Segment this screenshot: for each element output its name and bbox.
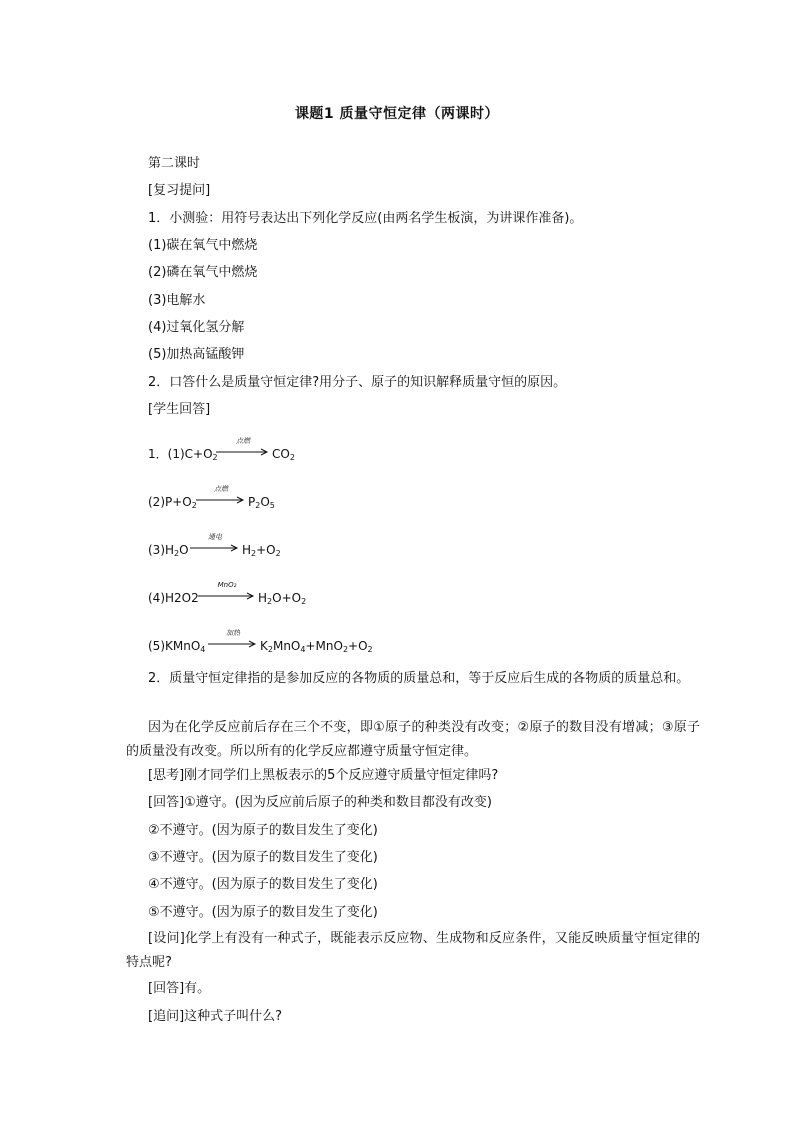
eq-right: P [248,495,256,509]
eq-right: +MnO [305,639,343,653]
eq-right: +O [256,543,276,557]
eq-right: O [260,495,270,509]
eq-right: CO [272,447,290,461]
eq-left: (3)H [148,543,175,557]
eq-right: H [242,543,252,557]
student-answer-header: [学生回答] [148,402,211,417]
eq-sub: 2 [255,501,261,510]
arrow-icon [196,496,246,504]
eq-right: MnO [272,639,301,653]
answer-line: ④不遵守。(因为原子的数目发生了变化) [148,877,378,892]
reaction-item: (2)磷在氧气中燃烧 [148,265,258,280]
eq-sub: 2 [275,549,281,558]
reaction-item: (5)加热高锰酸钾 [148,347,245,362]
reaction-item: (1)碳在氧气中燃烧 [148,238,258,253]
eq-left: O [179,543,189,557]
page-title: 课题1 质量守恒定律（两课时） [294,106,500,122]
reaction-arrow [198,581,256,606]
eq-sub: 2 [212,453,218,462]
arrow-icon [208,640,258,648]
reaction-arrow [196,485,246,510]
reaction-arrow [208,629,258,654]
eq-sub: 5 [269,501,275,510]
eq-sub: 4 [200,645,206,654]
eq-left: (5)KMnO [148,639,201,653]
reaction-item: (3)电解水 [148,293,206,308]
answer-line: ⑤不遵守。(因为原子的数目发生了变化) [148,905,378,920]
eq-condition: 点燃 [214,485,228,493]
arrow-icon [190,544,240,552]
eq-sub: 2 [174,549,180,558]
eq-condition: 点燃 [236,437,250,445]
eq-right: K [260,639,268,653]
eq-left: (2)P+O [148,495,192,509]
reaction-item: (4)过氧化氢分解 [148,320,245,335]
reaction-arrow [190,533,240,558]
arrow-icon [216,448,270,456]
eq-sub: 2 [251,549,257,558]
lesson-label: 第二课时 [148,156,201,171]
eq-condition: 通电 [208,533,222,541]
question-2: 2．口答什么是质量守恒定律?用分子、原子的知识解释质量守恒的原因。 [148,375,567,390]
set-question-paragraph: [设问]化学上有没有一种式子，既能表示反应物、生成物和反应条件，又能反映质量守恒定律的特点呢? [126,931,700,970]
eq-sub: 2 [301,597,307,606]
answer-2-paragraph: 2．质量守恒定律指的是参加反应的各物质的质量总和，等于反应后生成的各物质的质量总和。 [148,671,690,686]
eq-right: H [258,591,268,605]
reply-line: [回答]有。 [148,981,211,996]
think-line: [思考]刚才同学们上黑板表示的5个反应遵守质量守恒定律吗? [148,768,499,783]
eq-sub: 2 [267,645,273,654]
eq-right: O+O [272,591,302,605]
eq-sub: 2 [267,597,273,606]
eq-right: +O [348,639,368,653]
answer-line: ②不遵守。(因为原子的数目发生了变化) [148,823,378,838]
answer-line: ③不遵守。(因为原子的数目发生了变化) [148,850,378,865]
answer-line: [回答]①遵守。(因为反应前后原子的种类和数目都没有改变) [148,795,492,810]
question-1: 1．小测验：用符号表达出下列化学反应(由两名学生板演，为讲课作准备)。 [148,211,583,226]
followup-line: [追问]这种式子叫什么? [148,1009,283,1024]
eq-sub: 4 [300,645,306,654]
reason-paragraph: 因为在化学反应前后存在三个不变，即①原子的种类没有改变；②原子的数目没有增减；③原子的质量没有改变。所以所有的化学反应都遵守质量守恒定律。 [126,720,700,759]
reaction-arrow [216,437,270,462]
eq-condition: MnO₂ [217,581,237,589]
eq-sub: 2 [367,645,373,654]
eq-sub: 2 [191,501,197,510]
eq-left: (4)H2O2 [148,591,199,605]
eq-sub: 2 [342,645,349,654]
eq-left: 1．(1)C+O [148,447,213,461]
eq-condition: 加热 [226,629,240,637]
arrow-icon [198,592,256,600]
eq-sub: 2 [289,453,295,462]
review-header: [复习提问] [148,183,211,198]
